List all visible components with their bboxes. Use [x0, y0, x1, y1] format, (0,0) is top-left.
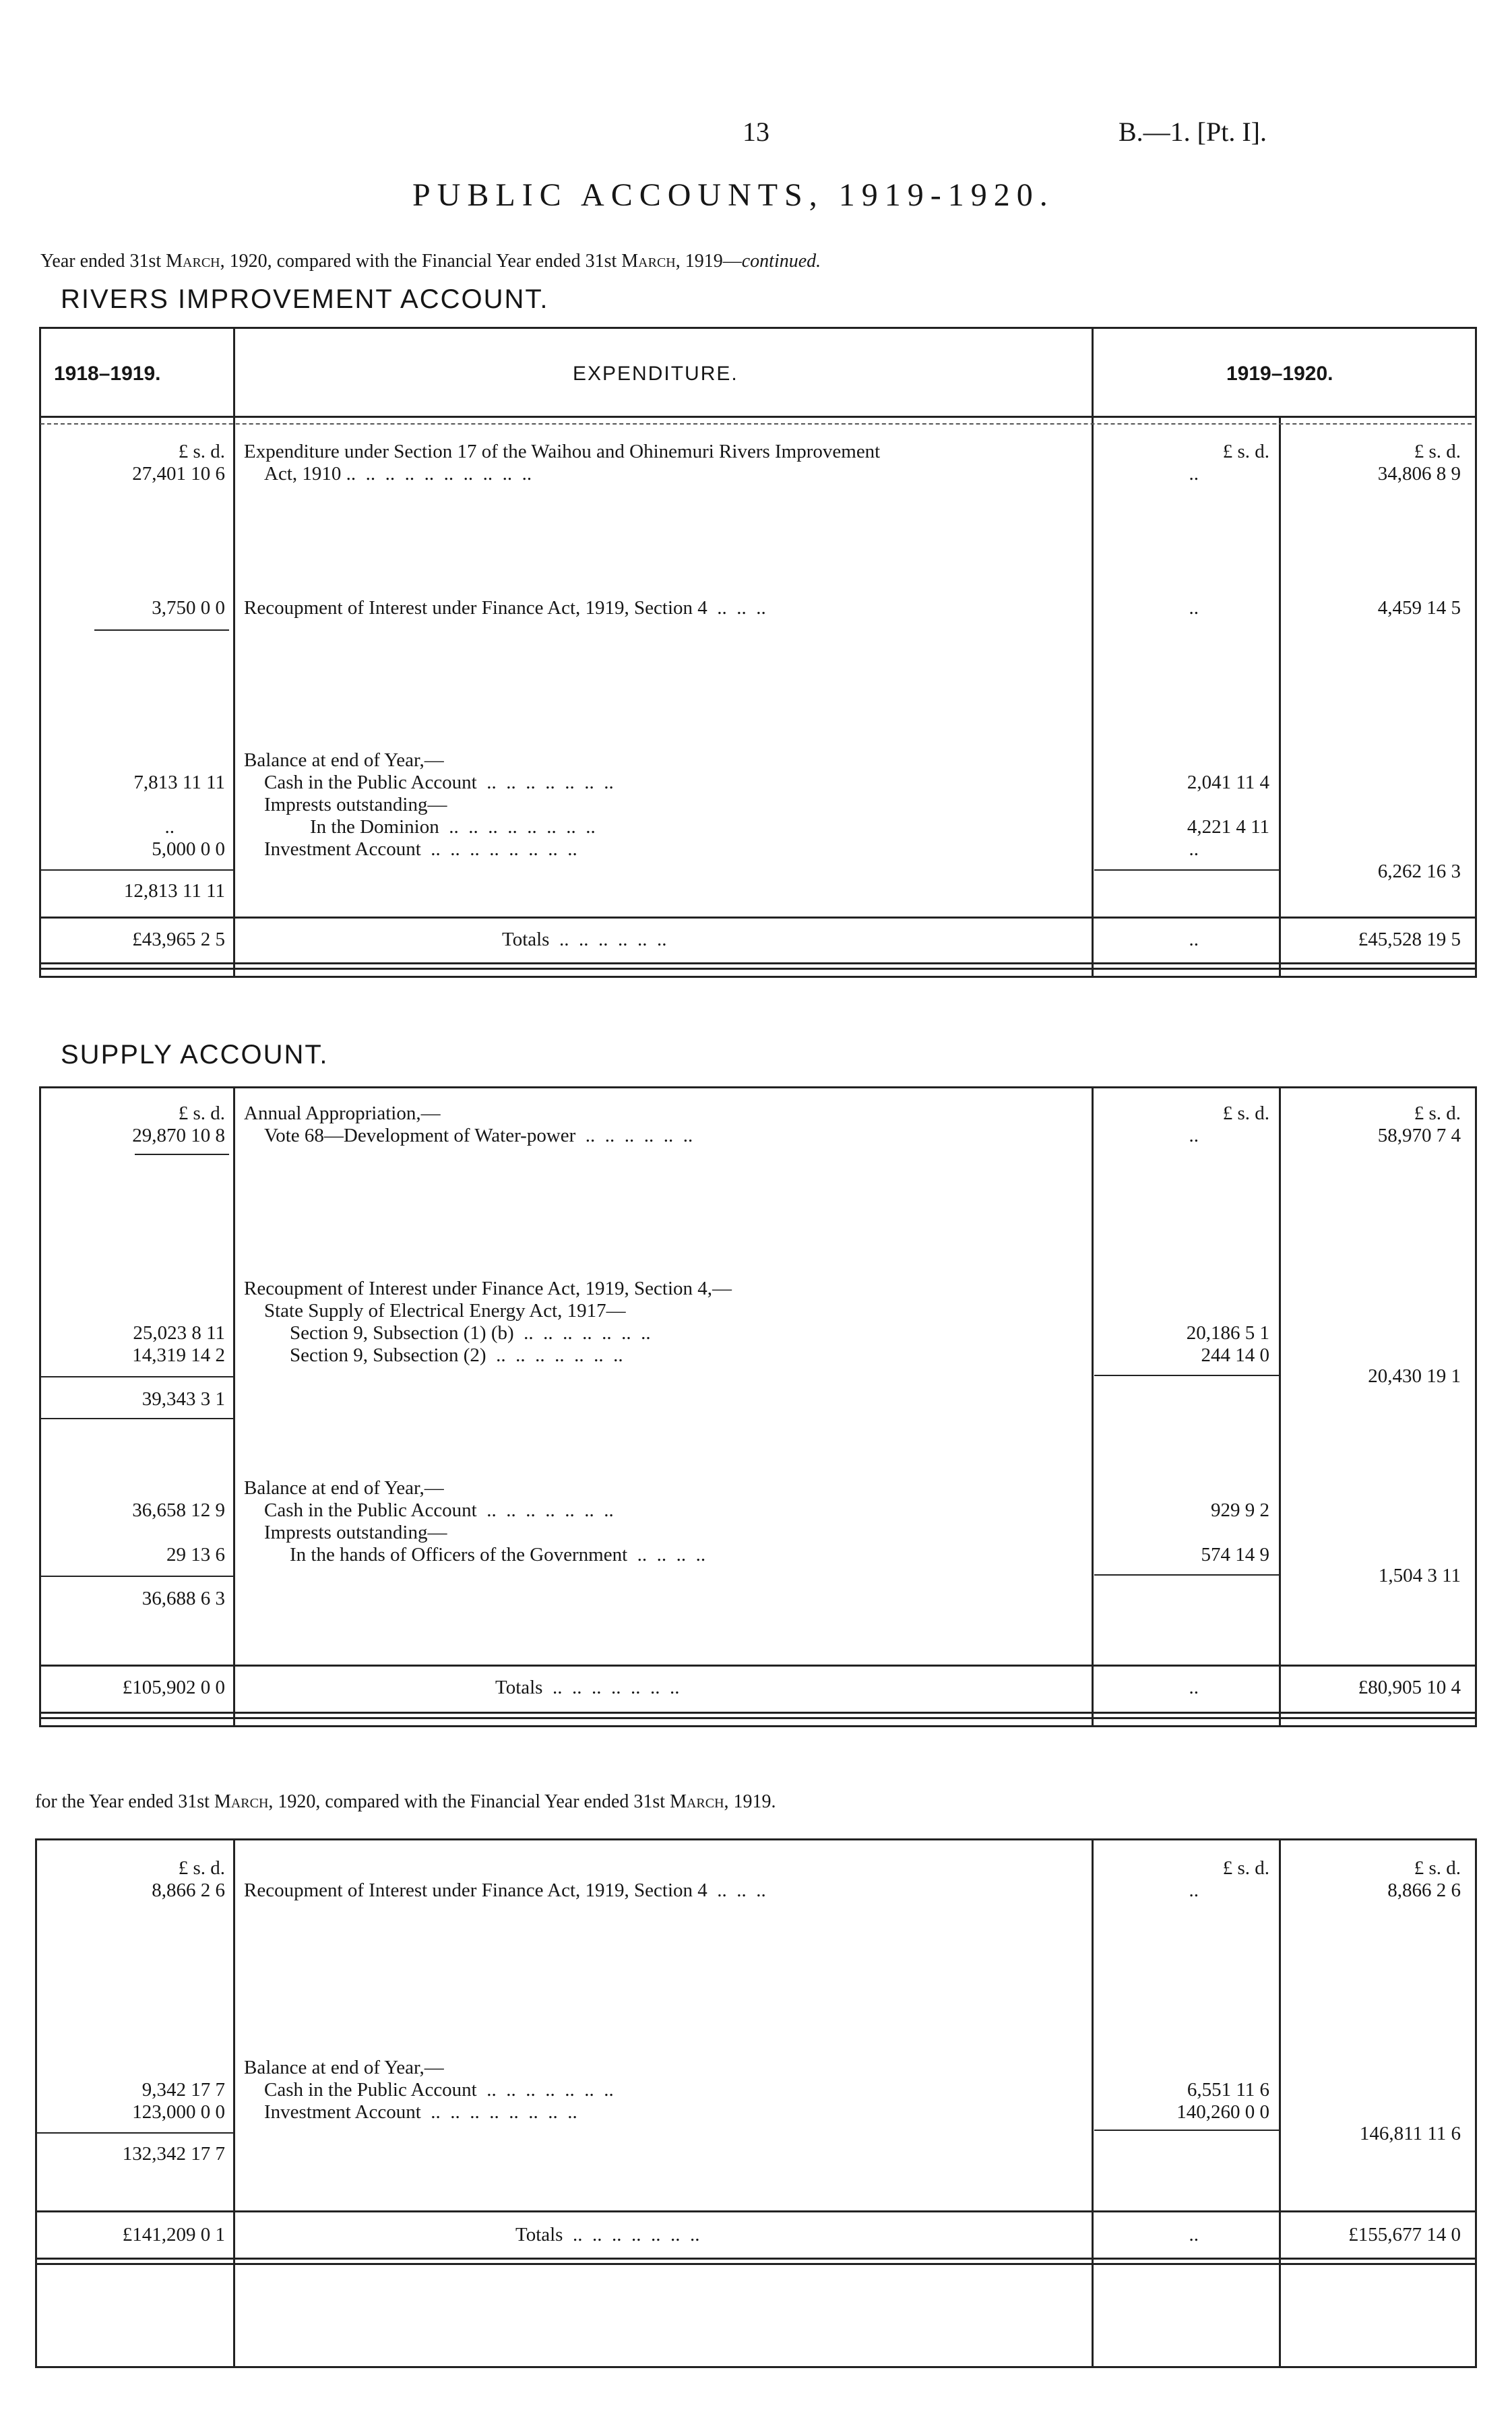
- supply-left-totals: £105,902 0 0: [122, 1677, 225, 1698]
- third-right-row1: 8,866 2 6: [1387, 1880, 1461, 1901]
- rivers-left-cash: 7,813 11 11: [133, 772, 225, 793]
- rivers-balance-imprests: Imprests outstanding—: [264, 794, 447, 815]
- third-right-balance-total: 146,811 11 6: [1359, 2123, 1461, 2144]
- subtitle-year: , 1919—: [675, 251, 742, 272]
- rivers-mid-row1: ..: [1189, 463, 1199, 485]
- rivers-row2-desc: Recoupment of Interest under Finance Act, 1919, Section 4 .. .. ..: [244, 597, 766, 619]
- third-left-cash: 9,342 17 7: [141, 2079, 225, 2101]
- third-mid-lsd: £ s. d.: [1222, 1857, 1269, 1879]
- third-double-rule-1: [35, 2258, 1475, 2260]
- third-totals-label: Totals .. .. .. .. .. .. ..: [515, 2224, 700, 2245]
- supply-left-recoup-rule2: [40, 1418, 233, 1419]
- supply-row1-desc2: Vote 68—Development of Water-power .. .. .. .. .. ..: [264, 1125, 693, 1146]
- rivers-left-totals: £43,965 2 5: [132, 929, 225, 950]
- rivers-left-lsd: £ s. d.: [178, 441, 225, 462]
- supply-left-cash: 36,658 12 9: [132, 1499, 225, 1521]
- third-col-divider-2: [1092, 1838, 1094, 2366]
- rivers-right-row1: 34,806 8 9: [1377, 463, 1461, 485]
- supply-col-divider-1: [233, 1086, 235, 1725]
- rivers-heading: RIVERS IMPROVEMENT ACCOUNT.: [61, 284, 549, 314]
- rivers-row1-desc1: Expenditure under Section 17 of the Waihou and Ohinemuri Rivers Improvement: [244, 441, 881, 462]
- subtitle-month2: March: [621, 251, 676, 272]
- supply-double-rule-1: [39, 1712, 1475, 1714]
- third-totals-rule: [35, 2210, 1475, 2212]
- supply-balance-cash: Cash in the Public Account .. .. .. .. .. .. ..: [264, 1499, 614, 1521]
- rivers-mid-totals: ..: [1189, 929, 1199, 950]
- rivers-right-row2: 4,459 14 5: [1377, 597, 1461, 619]
- rivers-balance-investment: Investment Account .. .. .. .. .. .. .. ..: [264, 838, 577, 860]
- third-row1-desc: Recoupment of Interest under Finance Act, 1919, Section 4 .. .. ..: [244, 1880, 766, 1901]
- supply-col-divider-3: [1279, 1086, 1281, 1725]
- page-title: PUBLIC ACCOUNTS, 1919-1920.: [412, 177, 1054, 213]
- rivers-totals-label: Totals .. .. .. .. .. ..: [502, 929, 667, 950]
- supply-mid-officers: 574 14 9: [1201, 1544, 1269, 1565]
- third-right-totals: £155,677 14 0: [1348, 2224, 1461, 2245]
- supply-mid-balance-rule: [1094, 1574, 1279, 1576]
- supply-double-rule-2: [39, 1717, 1475, 1719]
- third-mid-cash: 6,551 11 6: [1187, 2079, 1269, 2101]
- supply-left-recoup1: 25,023 8 11: [133, 1322, 225, 1344]
- supply-right-totals: £80,905 10 4: [1358, 1677, 1461, 1698]
- rivers-balance-cash: Cash in the Public Account .. .. .. .. .. .. ..: [264, 772, 614, 793]
- rivers-balance-title: Balance at end of Year,—: [244, 749, 444, 771]
- supply-col-divider-2: [1092, 1086, 1094, 1725]
- rivers-left-dominion: ..: [164, 816, 175, 838]
- third-mid-totals: ..: [1189, 2224, 1199, 2245]
- third-heading-month: March: [214, 1791, 269, 1812]
- rivers-mid-row2: ..: [1189, 597, 1199, 619]
- supply-mid-lsd: £ s. d.: [1222, 1103, 1269, 1124]
- rivers-row1-desc2: Act, 1910 .. .. .. .. .. .. .. .. .. ..: [264, 463, 532, 485]
- third-left-balance-rule: [36, 2132, 233, 2134]
- supply-left-officers: 29 13 6: [166, 1544, 225, 1565]
- rivers-double-rule-2: [39, 968, 1475, 970]
- subtitle-month: March: [166, 251, 220, 272]
- rivers-row2-rule: [94, 629, 229, 631]
- supply-mid-totals: ..: [1189, 1677, 1199, 1698]
- rivers-mid-subtotal-rule: [1094, 869, 1279, 871]
- supply-recoup-desc2: State Supply of Electrical Energy Act, 1917—: [264, 1300, 626, 1322]
- rivers-right-totals: £45,528 19 5: [1358, 929, 1461, 950]
- subtitle-mid: , 1920, compared with the Financial Year ended 31st: [220, 251, 622, 272]
- rivers-col-1918: 1918–1919.: [54, 363, 161, 385]
- rivers-header-dashed-rule: [40, 423, 1472, 425]
- rivers-mid-dominion: 4,221 4 11: [1187, 816, 1269, 838]
- supply-left-row1: 29,870 10 8: [132, 1125, 225, 1146]
- supply-left-recoup-total: 39,343 3 1: [141, 1388, 225, 1410]
- supply-balance-title: Balance at end of Year,—: [244, 1477, 444, 1499]
- supply-left-balance-total: 36,688 6 3: [141, 1588, 225, 1609]
- supply-balance-officers: In the hands of Officers of the Government .. .. .. ..: [290, 1544, 706, 1565]
- third-heading-suffix: , 1919.: [724, 1791, 776, 1812]
- third-left-totals: £141,209 0 1: [122, 2224, 225, 2245]
- rivers-mid-cash: 2,041 11 4: [1187, 772, 1269, 793]
- page-reference: B.—1. [Pt. I].: [1119, 117, 1267, 147]
- supply-totals-label: Totals .. .. .. .. .. .. ..: [495, 1677, 680, 1698]
- third-left-lsd: £ s. d.: [178, 1857, 225, 1879]
- third-mid-balance-rule: [1094, 2130, 1279, 2131]
- supply-mid-recoup2: 244 14 0: [1201, 1344, 1269, 1366]
- supply-row1-rule: [135, 1154, 229, 1155]
- third-balance-cash: Cash in the Public Account .. .. .. .. .. .. ..: [264, 2079, 614, 2101]
- third-heading: [35, 1791, 776, 1813]
- rivers-double-rule-1: [39, 962, 1475, 964]
- third-heading-mid: , 1920, compared with the Financial Year ended 31st: [268, 1791, 670, 1812]
- third-col-divider-3: [1279, 1838, 1281, 2366]
- page-subtitle: [40, 251, 821, 272]
- supply-left-recoup-rule: [40, 1376, 233, 1377]
- third-right-lsd: £ s. d.: [1414, 1857, 1461, 1879]
- rivers-left-balance-total: 12,813 11 11: [123, 880, 225, 902]
- rivers-left-investment: 5,000 0 0: [152, 838, 225, 860]
- third-left-balance-total: 132,342 17 7: [122, 2143, 225, 2165]
- third-col-divider-1: [233, 1838, 235, 2366]
- subtitle-prefix: Year ended 31st: [40, 251, 166, 272]
- rivers-left-row2: 3,750 0 0: [152, 597, 225, 619]
- third-heading-prefix: for the Year ended 31st: [35, 1791, 214, 1812]
- supply-totals-rule: [39, 1665, 1475, 1667]
- third-mid-row1: ..: [1189, 1880, 1199, 1901]
- third-double-rule-2: [35, 2263, 1475, 2265]
- supply-mid-recoup1: 20,186 5 1: [1186, 1322, 1269, 1344]
- page-number: 13: [743, 117, 769, 147]
- third-left-investment: 123,000 0 0: [132, 2101, 225, 2123]
- supply-right-recoup-total: 20,430 19 1: [1368, 1365, 1461, 1387]
- supply-right-balance-total: 1,504 3 11: [1378, 1565, 1461, 1586]
- supply-row1-desc1: Annual Appropriation,—: [244, 1103, 441, 1124]
- supply-recoup-desc3: Section 9, Subsection (1) (b) .. .. .. .. .. .. ..: [290, 1322, 651, 1344]
- supply-balance-imprests: Imprests outstanding—: [264, 1522, 447, 1543]
- rivers-left-subtotal-rule: [40, 869, 233, 871]
- rivers-header-rule: [39, 416, 1475, 418]
- third-mid-investment: 140,260 0 0: [1176, 2101, 1269, 2123]
- third-heading-month2: March: [670, 1791, 724, 1812]
- rivers-balance-dominion: In the Dominion .. .. .. .. .. .. .. ..: [310, 816, 596, 838]
- third-balance-investment: Investment Account .. .. .. .. .. .. .. ..: [264, 2101, 577, 2123]
- rivers-right-balance-total: 6,262 16 3: [1377, 861, 1461, 882]
- rivers-totals-rule: [39, 917, 1475, 919]
- rivers-col-divider-3: [1279, 418, 1281, 976]
- rivers-right-lsd: £ s. d.: [1414, 441, 1461, 462]
- supply-recoup-desc4: Section 9, Subsection (2) .. .. .. .. .. .. ..: [290, 1344, 623, 1366]
- supply-left-balance-rule: [40, 1576, 233, 1577]
- supply-table: [39, 1086, 1477, 1727]
- subtitle-continued: continued.: [741, 251, 821, 272]
- supply-right-lsd: £ s. d.: [1414, 1103, 1461, 1124]
- rivers-left-row1: 27,401 10 6: [132, 463, 225, 485]
- rivers-col-expenditure: EXPENDITURE.: [573, 363, 738, 385]
- supply-mid-recoup-rule: [1094, 1375, 1279, 1376]
- supply-heading: SUPPLY ACCOUNT.: [61, 1040, 329, 1069]
- rivers-mid-lsd: £ s. d.: [1222, 441, 1269, 462]
- supply-right-row1: 58,970 7 4: [1377, 1125, 1461, 1146]
- rivers-col-1919: 1919–1920.: [1226, 363, 1333, 385]
- third-balance-title: Balance at end of Year,—: [244, 2057, 444, 2078]
- rivers-mid-investment: ..: [1189, 838, 1199, 860]
- supply-mid-cash: 929 9 2: [1211, 1499, 1269, 1521]
- supply-mid-row1: ..: [1189, 1125, 1199, 1146]
- supply-left-recoup2: 14,319 14 2: [132, 1344, 225, 1366]
- third-left-row1: 8,866 2 6: [152, 1880, 225, 1901]
- supply-recoup-desc1: Recoupment of Interest under Finance Act, 1919, Section 4,—: [244, 1278, 732, 1299]
- supply-left-lsd: £ s. d.: [178, 1103, 225, 1124]
